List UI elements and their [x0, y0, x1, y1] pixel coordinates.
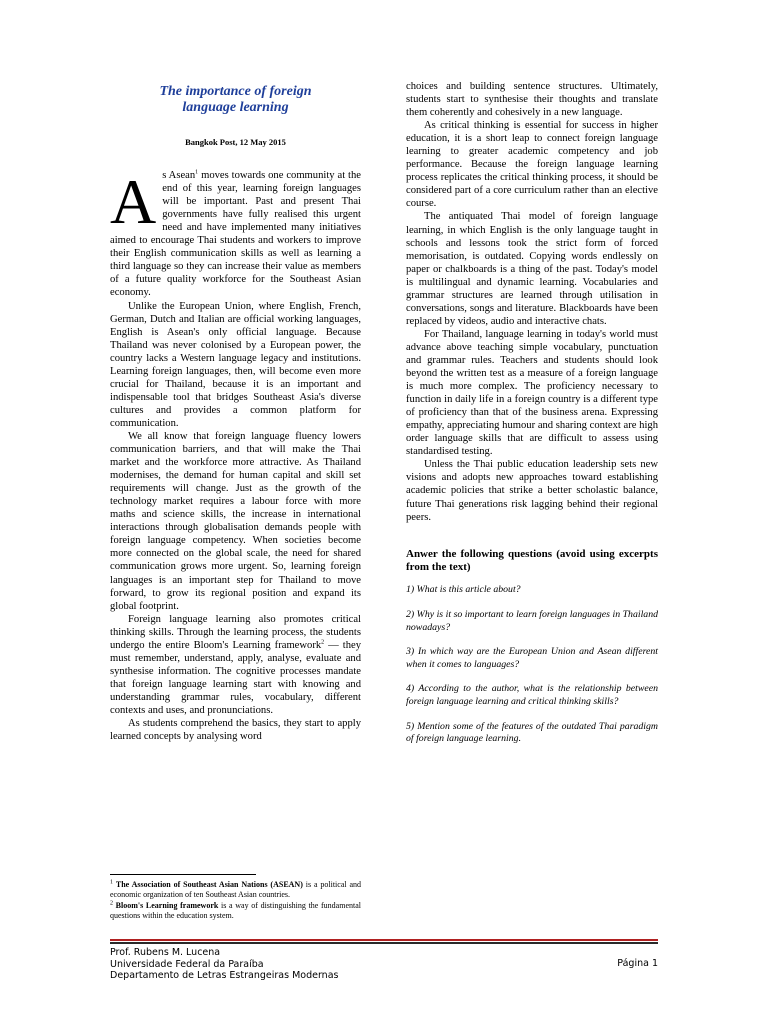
question-1: 1) What is this article about?: [406, 584, 521, 596]
page-number: Página 1: [617, 958, 658, 969]
footnote-1-number: 1: [110, 879, 113, 886]
paragraph-1: [110, 166, 361, 299]
footnote-1-term: The Association of Southeast Asian Nations (ASEAN): [115, 880, 303, 889]
footer-author: Prof. Rubens M. Lucena: [110, 947, 221, 958]
title-line-1: The importance of foreign: [159, 84, 312, 99]
paragraph-6: As critical thinking is essential for success in higher education, it is a short leap to connect foreign language learning to greater academic competency and job performance. Because the foreign language learning process replicates the critical thinking process, it should be considered part of a core curriculum rather than an elective course.: [406, 120, 658, 210]
footnote-1-text: is a political and economic organization of ten Southeast Asian countries.: [110, 880, 362, 900]
paragraph-4-rest: — they must remember, understand, apply, analyse, evaluate and synthesise information. The cognitive processes mandate that foreign language learning start with knowing and understanding grammar rules, vocabulary, different contexts and uses, and pronunciations.: [110, 639, 362, 716]
footnote-ref-2[interactable]: 2: [321, 639, 325, 646]
question-2: 2) Why is it so important to learn foreign languages in Thailand nowadays?: [406, 609, 658, 633]
paragraph-9: Unless the Thai public education leadership sets new visions and adopts new approaches toward establishing academic policies that strike a better scholastic balance, future Thai generations risk lagging behind their regional peers.: [406, 459, 658, 523]
drop-cap: A: [110, 166, 157, 238]
footer-rule-red: [110, 939, 658, 941]
footer-department: Departamento de Letras Estrangeiras Modernas: [110, 970, 339, 981]
exercise-instruction: Anwer the following questions (avoid using excerpts from the text): [406, 547, 658, 573]
question-5: 5) Mention some of the features of the outdated Thai paradigm of foreign language learning.: [406, 720, 658, 745]
article-title: [110, 84, 361, 115]
right-column: [406, 80, 658, 746]
footnote-ref-1[interactable]: 1: [195, 169, 199, 176]
question-4: 4) According to the author, what is the relationship between foreign language learning and critical thinking skills?: [406, 683, 658, 707]
paragraph-5-start: As students comprehend the basics, they start to apply learned concepts by analysing word: [110, 718, 361, 743]
footer-university: Universidade Federal da Paraíba: [110, 958, 264, 970]
footnotes: [110, 880, 361, 922]
paragraph-4: [110, 613, 361, 717]
paragraph-8: For Thailand, language learning in today's world must advance above teaching simple vocabulary, punctuation and grammar rules. Teachers and students should look beyond the written test as a measure of a foreign language is much more complex. The proficiency necessary to function in daily life in a foreign country is a different type of proficiency than that of the business arena. Expressing empathy, appreciating humour and sharing context are high order language skills that are difficult to assess using standardised testing.: [406, 328, 658, 458]
article-source: Bangkok Post, 12 May 2015: [185, 137, 286, 147]
paragraph-4-start: Foreign language learning also promotes critical thinking skills. Through the learning process, the students undergo the entire Bloom's Learning framework: [110, 613, 361, 651]
paragraph-1-start: s Asean: [162, 170, 196, 182]
page-footer: [110, 947, 658, 982]
footer-rule-dark: [110, 942, 658, 944]
title-line-2: language learning: [182, 99, 289, 115]
footnote-2-term: Bloom's Learning framework: [115, 900, 219, 910]
footnote-2-text: is a way of distinguishing the fundamental questions within the education system.: [110, 900, 362, 921]
paragraph-3: We all know that foreign language fluency lowers communication barriers, and that will make the Thai market and the workforce more attractive. As Thailand modernises, the demand for human capital and skill set requirements will change. Just as the growth of the technology market requires a labour force with more maths and science skills, the increase in international interactions through globalisation demands people with foreign language competency. When societies become more connected on the global scale, the need for shared communication grows more urgent. So, learning foreign languages is an important step for Thailand to move forward, to grow its regional position and expand its global footprint.: [110, 430, 361, 612]
paragraph-7: The antiquated Thai model of foreign language learning, in which English is the only language taught in schools and lessons took the strict form of forced memorisation, is outdated. Copying words endlessly on paper or chalkboards is a thing of the past. Today's model is multilingual and dynamic learning. Vocabularies and grammar structures are learned through utilisation in conversations, songs and literature. Blackboards have been replaced by videos, audio and interactive chats.: [406, 211, 658, 327]
footnote-1: [110, 880, 361, 901]
paragraph-5-continued: choices and building sentence structures. Ultimately, students start to synthesise their thoughts and translate them coherently and cohesively in a new language.: [406, 81, 658, 119]
footnote-2-number: 2: [110, 900, 113, 907]
paragraph-2: Unlike the European Union, where English, French, German, Dutch and Italian are official working languages, English is Asean's only official language. Because Thailand was never colonised by a European power, the country lacks a Western language legacy and institutions. Learning foreign languages, then, will become even more crucial for Thailand, because it is an important and indispensable tool that bridges Southeast Asia's diverse cultures and provides a common platform for communication.: [110, 300, 361, 429]
paragraph-1-rest: moves towards one community at the end of this year, learning foreign languages will be important. Past and present Thai governments have fully realised this urgent need and have implemented many initiatives aimed to encourage Thai students and workers to improve their English communication skills as well as learning a third language so they can increase their value as members of a future quality workforce for the Southeast Asian economy.: [110, 170, 361, 299]
footnote-2: [110, 901, 361, 922]
footnote-separator: [110, 874, 256, 875]
left-column: [110, 80, 361, 743]
question-3: 3) In which way are the European Union and Asean different when it comes to languages?: [406, 646, 658, 670]
